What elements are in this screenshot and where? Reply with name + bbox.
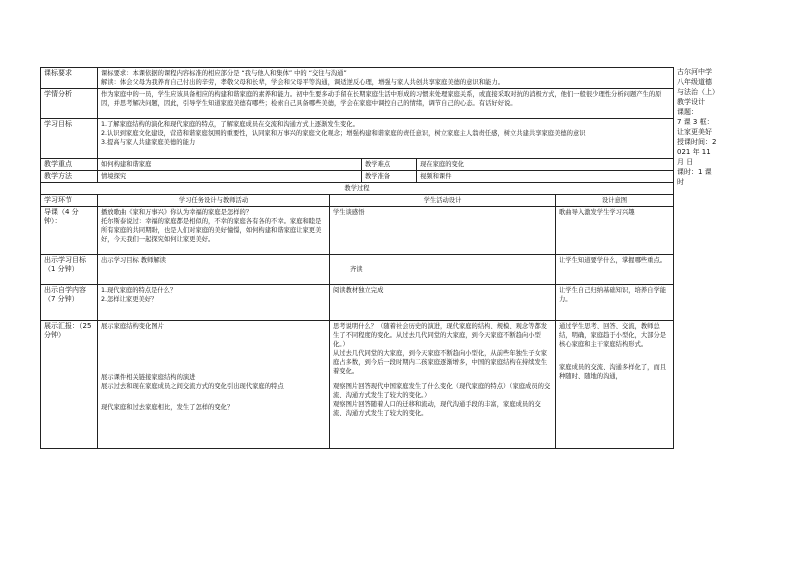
step-intro-teacher-line-2: 托尔斯泰说过：幸福的家庭都是相似的，不幸的家庭各有各的不幸。家庭和睦是所有家庭的共同期盼，也是人们对家庭的美好憧憬，如何构建和谐家庭让家更美好，今天我们一起探究如何让家更美好。	[101, 218, 322, 243]
objectives-label: 学习目标	[41, 119, 98, 159]
step-objective-student: 齐读	[330, 255, 556, 285]
step-objective-intent: 让学生知道要学什么，掌握哪些重点。	[556, 255, 674, 285]
sidebar-design: 教学设计	[677, 98, 705, 106]
step-report-student	[330, 321, 556, 449]
header-student: 学生活动设计	[330, 195, 556, 207]
step-intro-row	[41, 207, 674, 255]
report-student-a1: 思考说明什么？（随着社会历史的演进，现代家庭的结构、规模、观念等都发生了不同程度的变化。从过去几代同堂的大家庭，到今天家庭不断趋向小型化。）	[333, 323, 548, 348]
step-intro-student: 学生谈感悟	[330, 207, 556, 255]
student-analysis-content: 作为家庭中的一员，学生应该具备相应的构建和谐家庭的素养和能力。初中生要多动手留在长期家庭生活中形成的习惯来处理家庭关系，或直接采取对抗的消极方式，他们一般很少理性分析问题产生的原因，并思考解决问题，因此，引导学生知道家庭美德有哪些；检索自己具备哪些美德，学会在家庭中调控自己的情绪，调节自己的心态。有话好好说。	[98, 89, 674, 119]
step-intro-teacher	[98, 207, 330, 255]
objectives-content	[98, 119, 674, 159]
step-objective-teacher: 出示学习目标 教师解读	[98, 255, 330, 285]
objective-2: 2.认识到家庭文化建设，营造和谐家庭氛围的重要性，认同家和万事兴的家庭文化观念；增强构建和谐家庭的责任意识，树立家庭主人翁责任感，树立共建共享家庭美德的意识	[101, 130, 586, 137]
report-teacher-b2: 展示过去和现在家庭成员之间交流方式的变化引出现代家庭的特点	[101, 383, 284, 390]
report-student-a2: 从过去几代同堂的大家庭，到今天家庭不断趋向小型化，从前些年独生子女家庭占多数，到今后一段时期内二孩家庭逐渐增多，中国的家庭结构在持续发生着变化。	[333, 350, 548, 375]
step-objective-row	[41, 255, 674, 285]
methods-value: 情境探究	[98, 171, 362, 183]
header-intent: 设计意图	[556, 195, 674, 207]
selfstudy-question-2: 2.怎样让家更美好？	[101, 296, 158, 303]
curriculum-line-1: 课标要求：本课依据的课程内容标准的相应部分是 “我与他人和集体” 中的 “交往与沟通”	[101, 70, 347, 77]
student-analysis-label: 学情分析	[41, 89, 98, 119]
step-report-teacher	[98, 321, 330, 449]
report-student-b1: 观察图片回答现代中国家庭发生了什么变化（现代家庭的特点）（家庭成员的交流、沟通方式发生了较大的变化。）	[333, 383, 551, 399]
process-title: 教学过程	[41, 183, 674, 195]
focus-value: 如何构建和谐家庭	[98, 159, 362, 171]
difficulty-label: 教学难点	[362, 159, 417, 171]
step-report-row	[41, 321, 674, 449]
focus-label: 教学重点	[41, 159, 98, 171]
step-selfstudy-label: 出示自学内容（7 分钟）	[41, 285, 98, 321]
report-intent-b: 家庭成员的交流、沟通多样化了，而且种随时、随地的沟通，	[559, 364, 667, 380]
objective-3: 3.提高与家人共建家庭美德的能力	[101, 139, 196, 146]
step-intro-teacher-line-1: 播放歌曲《家和万事兴》你认为幸福的家庭是怎样的？	[101, 209, 253, 216]
curriculum-label: 课标要求	[41, 68, 98, 89]
step-selfstudy-teacher	[98, 285, 330, 321]
sidebar-topic-label: 课题：	[677, 108, 698, 116]
selfstudy-question-1: 1.现代家庭的特点是什么？	[101, 287, 177, 294]
report-teacher-a: 展示家庭结构变化图片	[101, 323, 164, 330]
header-teacher: 学习任务设计与教师活动	[98, 195, 330, 207]
step-selfstudy-intent: 让学生自己归纳基础知识，培养自学能力。	[556, 285, 674, 321]
process-title-row	[41, 183, 674, 195]
step-intro-intent: 歌曲导入激发学生学习兴趣	[556, 207, 674, 255]
sidebar-topic: 7 课 3 框：让家更美好	[677, 118, 714, 136]
step-intro-label: 导课（4 分钟）：	[41, 207, 98, 255]
sidebar-school: 古尔河中学八年级道德与法治（上）	[677, 68, 719, 96]
lesson-plan-table	[40, 67, 674, 449]
report-teacher-c: 现代家庭和过去家庭相比，发生了怎样的变化？	[101, 404, 234, 411]
methods-row	[41, 171, 674, 183]
process-header-row	[41, 195, 674, 207]
step-selfstudy-row	[41, 285, 674, 321]
header-link: 学习环节	[41, 195, 98, 207]
step-report-intent	[556, 321, 674, 449]
report-student-b2: 观察图片回答随着人口的迁移和流动，现代沟通手段的丰富，家庭成员的交流、沟通方式发生了较大的变化。	[333, 401, 541, 417]
step-report-label: 展示汇报：（25 分钟）	[41, 321, 98, 449]
curriculum-row	[41, 68, 674, 89]
prep-value: 视频和课件	[417, 171, 674, 183]
sidebar-period: 课时：1 课时	[677, 168, 712, 186]
objective-1: 1.了解家庭结构的演化和现代家庭的特点，了解家庭成员在交流和沟通方式上逐渐发生变化。	[101, 121, 359, 128]
report-teacher-b1: 展示课件相关链接家庭结构的演进	[101, 374, 196, 381]
sidebar-info	[677, 67, 717, 187]
student-analysis-row	[41, 89, 674, 119]
objectives-row	[41, 119, 674, 159]
difficulty-value: 现在家庭的变化	[417, 159, 674, 171]
sidebar-date: 授课时间：2021 年 11 月 日	[677, 138, 717, 166]
prep-label: 教学准备	[362, 171, 417, 183]
methods-label: 教学方法	[41, 171, 98, 183]
curriculum-content	[98, 68, 674, 89]
step-objective-label: 出示学习目标（1 分钟）	[41, 255, 98, 285]
report-intent-a: 通过学生思考、回答、交流，教师总结，明确，家庭趋于小型化，大部分是核心家庭和主干家庭结构形式。	[559, 323, 667, 348]
curriculum-line-2: 解读：体会父母为我养育自己付出的辛劳，孝敬父母和长辈，学会和父母平等沟通，调适逆反心理，增强与家人共创共享家庭美德的意识和能力。	[101, 79, 504, 86]
step-selfstudy-student: 阅读教材独立完成	[330, 285, 556, 321]
focus-row	[41, 159, 674, 171]
